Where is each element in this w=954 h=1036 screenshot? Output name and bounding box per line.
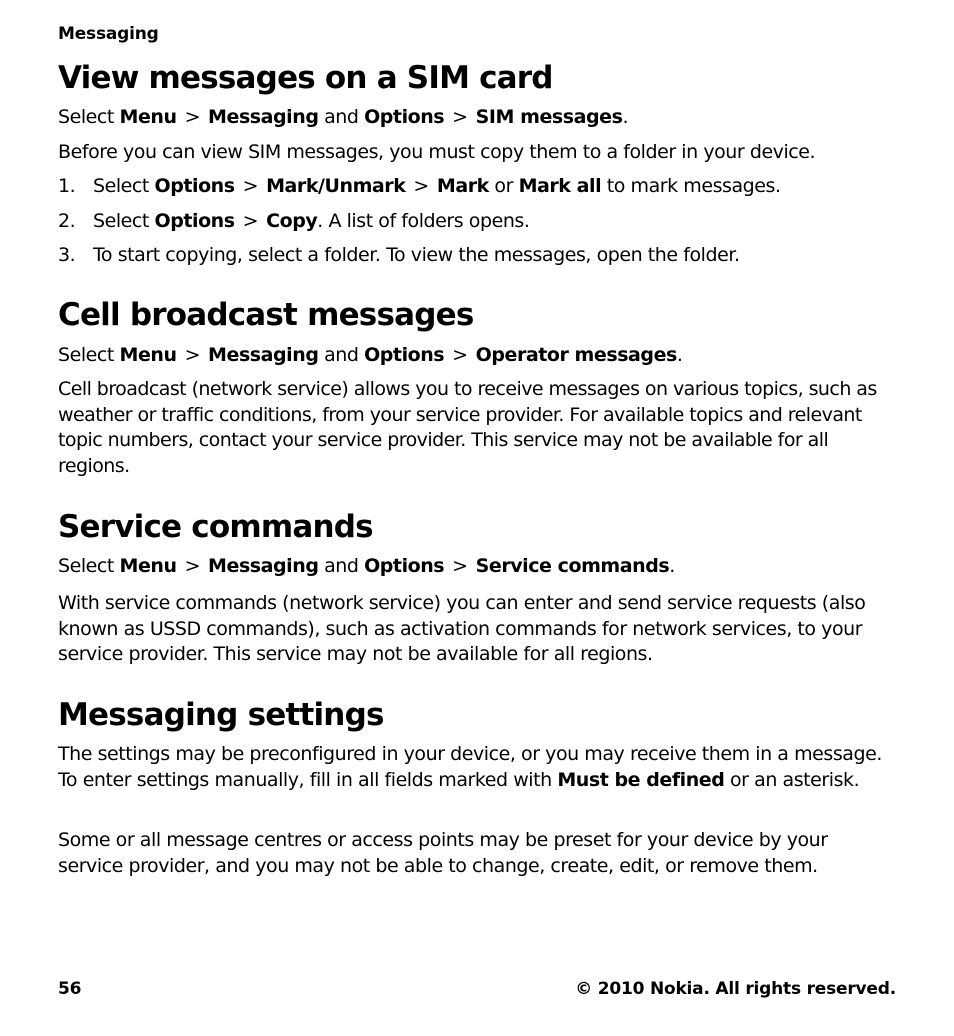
path-text: Select xyxy=(58,106,114,128)
path-separator: > xyxy=(452,106,468,128)
path-separator: > xyxy=(184,555,201,577)
settings-body-text-1: The settings may be preconfigured in your device, or you may receive them in a message. To enter settings manually, fill in all fields marked with Must be defined or an asterisk. xyxy=(58,743,882,791)
operator-messages-label: Operator messages xyxy=(475,344,677,366)
options-label: Options xyxy=(154,210,235,232)
service-menu-path: Select Menu > Messaging and Options > Service commands. xyxy=(58,554,675,580)
mark-all-label: Mark all xyxy=(518,175,602,197)
settings-body-text-2: Some or all message centres or access points may be preset for your device by your service provider, and you may not be able to change, create, edit, or remove them. xyxy=(58,829,828,877)
service-commands-label: Service commands xyxy=(475,555,670,577)
step-item xyxy=(58,243,740,269)
sim-messages-label: SIM messages xyxy=(475,106,623,128)
mark-label: Mark xyxy=(436,175,489,197)
options-label: Options xyxy=(364,106,445,128)
path-separator: > xyxy=(452,344,468,366)
step-item: 1. Select Options > Mark/Unmark > Mark or Mark all to mark messages. xyxy=(58,174,781,200)
copy-label: Copy xyxy=(266,210,318,232)
step-text: To start copying, select a folder. To view the messages, open the folder. xyxy=(93,244,740,266)
heading-service-commands: Service commands xyxy=(58,509,373,545)
path-separator: > xyxy=(413,175,429,197)
must-be-defined-label: Must be defined xyxy=(557,768,725,791)
cell-menu-path: Select Menu > Messaging and Options > Operator messages. xyxy=(58,343,682,369)
messaging-label: Messaging xyxy=(208,555,319,577)
messaging-label: Messaging xyxy=(208,106,319,128)
step-item: 2. Select Options > Copy. A list of folders opens. xyxy=(58,209,529,235)
path-separator: > xyxy=(184,106,201,128)
step-number: 3. xyxy=(58,244,76,266)
path-separator: > xyxy=(242,175,259,197)
path-text: and xyxy=(324,106,359,128)
menu-label: Menu xyxy=(119,106,177,128)
path-separator: > xyxy=(184,344,201,366)
mark-unmark-label: Mark/Unmark xyxy=(266,175,406,197)
options-label: Options xyxy=(364,344,445,366)
heading-messaging-settings: Messaging settings xyxy=(58,697,384,733)
options-label: Options xyxy=(364,555,445,577)
messaging-label: Messaging xyxy=(208,344,319,366)
service-body-text: With service commands (network service) you can enter and send service requests (also known as USSD commands), such as activation commands for network services, to your service provider. This service may not be available for all regions. xyxy=(58,592,866,665)
page-number: 56 xyxy=(58,979,82,999)
copyright-notice: © 2010 Nokia. All rights reserved. xyxy=(575,979,896,999)
step-number: 2. xyxy=(58,210,76,232)
running-header: Messaging xyxy=(58,24,159,44)
sim-intro-text: Before you can view SIM messages, you must copy them to a folder in your device. xyxy=(58,141,816,163)
sim-menu-path: Select Menu > Messaging and Options > SIM messages. xyxy=(58,105,628,131)
options-label: Options xyxy=(154,175,235,197)
path-separator: > xyxy=(452,555,468,577)
path-separator: > xyxy=(242,210,259,232)
menu-label: Menu xyxy=(119,344,177,366)
step-number: 1. xyxy=(58,175,76,197)
heading-cell-broadcast: Cell broadcast messages xyxy=(58,297,474,333)
heading-view-sim-messages: View messages on a SIM card xyxy=(58,60,553,96)
cell-body-text: Cell broadcast (network service) allows you to receive messages on various topics, such as weather or traffic conditions, from your service provider. For available topics and relevant topic numbers, contact your service provider. This service may not be available for all regions. xyxy=(58,378,877,477)
menu-label: Menu xyxy=(119,555,177,577)
